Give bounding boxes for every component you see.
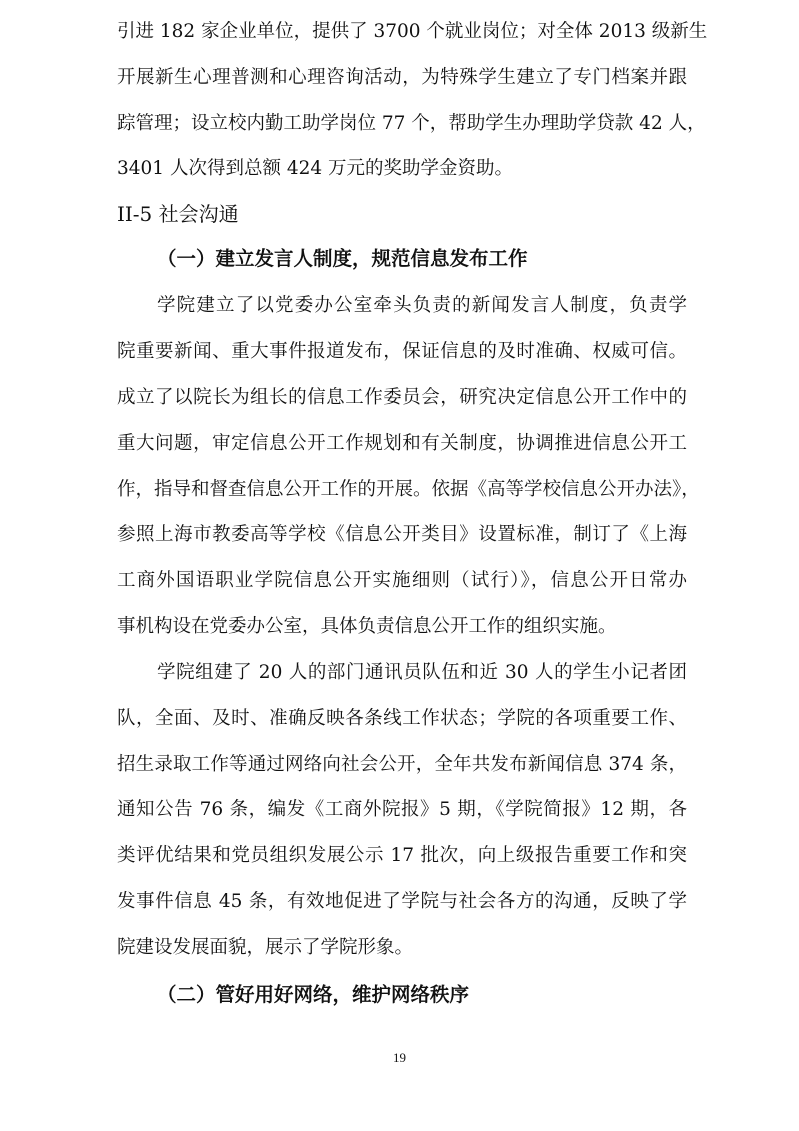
page-number: 19	[393, 1050, 406, 1065]
text-line: 引进 182 家企业单位，提供了 3700 个就业岗位；对全体 2013 级新生	[117, 21, 708, 42]
text-line: 踪管理；设立校内勤工助学岗位 77 个，帮助学生办理助学贷款 42 人，	[117, 113, 706, 134]
text-line: 3401 人次得到总额 424 万元的奖助学金资助。	[117, 158, 514, 179]
text-line: 事机构设在党委办公室，具体负责信息公开工作的组织实施。	[117, 616, 617, 637]
text-line: 重大问题，审定信息公开工作规划和有关制度，协调推进信息公开工	[117, 433, 687, 454]
text-line: 发事件信息 45 条，有效地促进了学院与社会各方的沟通，反映了学	[117, 891, 687, 912]
text-line: 工商外国语职业学院信息公开实施细则（试行）》，信息公开日常办	[117, 570, 687, 591]
text-line: 作，指导和督查信息公开工作的开展。依据《高等学校信息公开办法》，	[117, 479, 700, 500]
subsection-heading: （一）建立发言人制度，规范信息发布工作	[157, 247, 528, 270]
subsection-heading: （二）管好用好网络，维护网络秩序	[157, 983, 470, 1006]
text-line: 队，全面、及时、准确反映各条线工作状态；学院的各项重要工作、	[117, 708, 687, 729]
text-line: 成立了以院长为组长的信息工作委员会，研究决定信息公开工作中的	[117, 387, 687, 408]
text-line: 院重要新闻、重大事件报道发布，保证信息的及时准确、权威可信。	[117, 341, 687, 362]
text-line: 学院组建了 20 人的部门通讯员队伍和近 30 人的学生小记者团	[157, 662, 687, 683]
text-line: 学院建立了以党委办公室牵头负责的新闻发言人制度，负责学	[157, 295, 687, 316]
text-line: 通知公告 76 条，编发《工商外院报》5 期，《学院简报》12 期，各	[117, 799, 687, 820]
text-line: 类评优结果和党员组织发展公示 17 批次，向上级报告重要工作和突	[117, 845, 687, 866]
text-line: 开展新生心理普测和心理咨询活动，为特殊学生建立了专门档案并跟	[117, 67, 687, 88]
text-line: 院建设发展面貌，展示了学院形象。	[117, 937, 414, 958]
text-line: 参照上海市教委高等学校《信息公开类目》设置标准，制订了《上海	[117, 524, 687, 545]
section-heading: II-5 社会沟通	[117, 202, 239, 226]
text-line: 招生录取工作等通过网络向社会公开，全年共发布新闻信息 374 条，	[117, 754, 687, 775]
